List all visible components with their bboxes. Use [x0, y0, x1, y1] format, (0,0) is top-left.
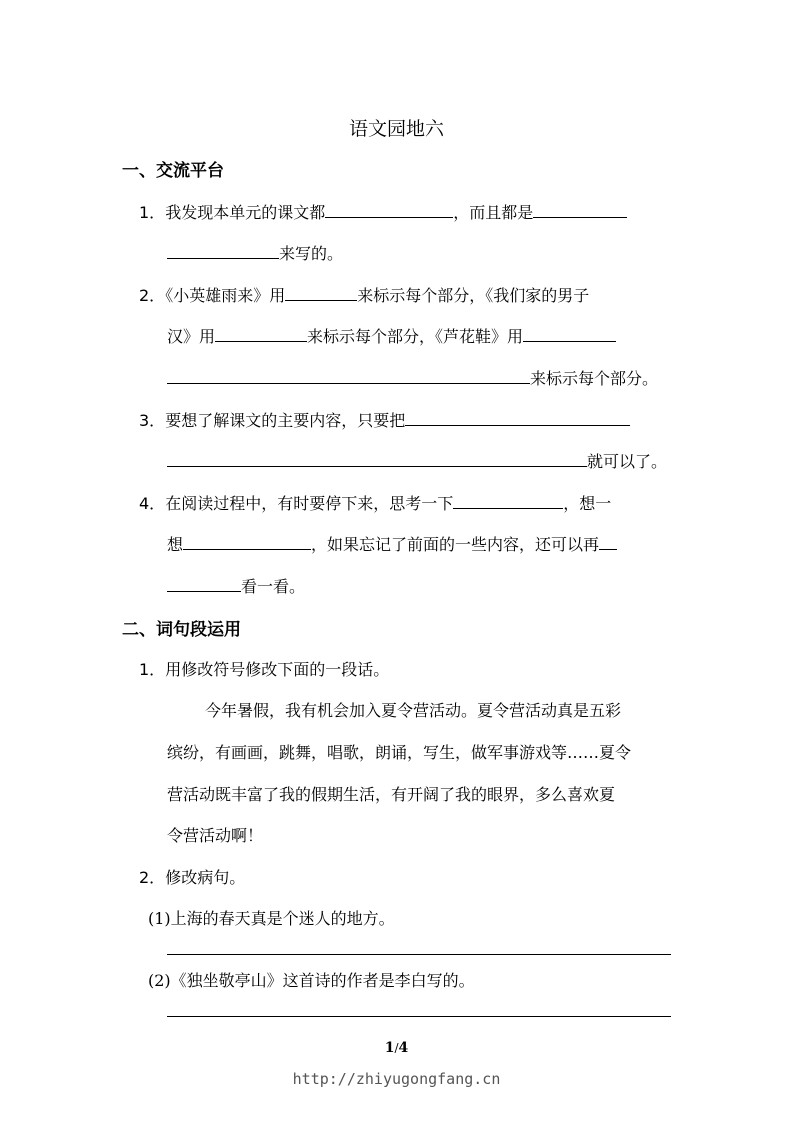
question-number: 1．: [139, 660, 166, 679]
passage-line: 营活动既丰富了我的假期生活，有开阔了我的眼界，多么喜欢夏: [167, 785, 616, 804]
question-2-line-2: 汉》用 来标示每个部分，《芦花鞋》用: [167, 324, 616, 347]
question-4-line-2: 想 ，如果忘记了前面的一些内容，还可以再: [167, 532, 617, 555]
page-number: 1/4: [384, 1040, 409, 1056]
page-title: 语文园地六: [348, 118, 444, 140]
question-4-line-1: 4．在阅读过程中，有时要停下来，思考一下 ，想一: [139, 494, 612, 513]
question-2-line-3: 来标示每个部分。: [167, 366, 658, 389]
answer-blank[interactable]: [167, 368, 530, 384]
answer-blank[interactable]: [167, 576, 241, 592]
section-heading-2: 二、词句段运用: [122, 620, 241, 640]
answer-blank[interactable]: [523, 326, 616, 342]
answer-line[interactable]: [167, 954, 671, 955]
answer-blank[interactable]: [533, 202, 627, 218]
sentence-item-1: (1)上海的春天真是个迷人的地方。: [148, 909, 395, 928]
passage-line: 令营活动啊！: [167, 826, 264, 845]
answer-blank[interactable]: [285, 285, 357, 301]
answer-blank[interactable]: [453, 493, 563, 509]
passage-line: 缤纷，有画画，跳舞，唱歌，朗诵，写生，做军事游戏等……夏令: [167, 743, 632, 762]
answer-line[interactable]: [167, 1016, 671, 1017]
answer-blank[interactable]: [325, 202, 453, 218]
question-number: 1．: [139, 203, 166, 222]
question-3-line-2: 就可以了。: [167, 449, 667, 472]
question-2-line-1: 2．《小英雄雨来》用 来标示每个部分，《我们家的男子: [139, 286, 590, 305]
item-label: (1): [148, 909, 171, 928]
answer-blank[interactable]: [167, 243, 279, 259]
question-4-line-3: 看一看。: [167, 574, 305, 597]
question-3-line-1: 3．要想了解课文的主要内容，只要把: [139, 408, 630, 431]
question-number: 3．: [139, 411, 166, 430]
question-1-line-2: 来写的。: [167, 241, 343, 264]
answer-blank[interactable]: [183, 534, 311, 550]
question-number: 4．: [139, 494, 166, 513]
answer-blank[interactable]: [167, 451, 587, 467]
question-number: 2．: [139, 286, 166, 305]
section-heading-1: 一、交流平台: [122, 161, 224, 181]
s2-question-2-prompt: 2．修改病句。: [139, 868, 246, 887]
sentence-item-2: (2)《独坐敬亭山》这首诗的作者是李白写的。: [148, 971, 475, 990]
question-number: 2．: [139, 868, 166, 887]
passage-line: 今年暑假，我有机会加入夏令营活动。夏令营活动真是五彩: [205, 701, 622, 720]
s2-question-1-prompt: 1．用修改符号修改下面的一段话。: [139, 660, 390, 679]
footer-url: http://zhiyugongfang.cn: [292, 1070, 501, 1088]
answer-blank[interactable]: [405, 410, 630, 426]
item-label: (2): [148, 971, 171, 990]
question-1-line-1: 1．我发现本单元的课文都 ，而且都是: [139, 200, 627, 223]
answer-blank[interactable]: [215, 326, 307, 342]
answer-blank[interactable]: [599, 534, 617, 550]
